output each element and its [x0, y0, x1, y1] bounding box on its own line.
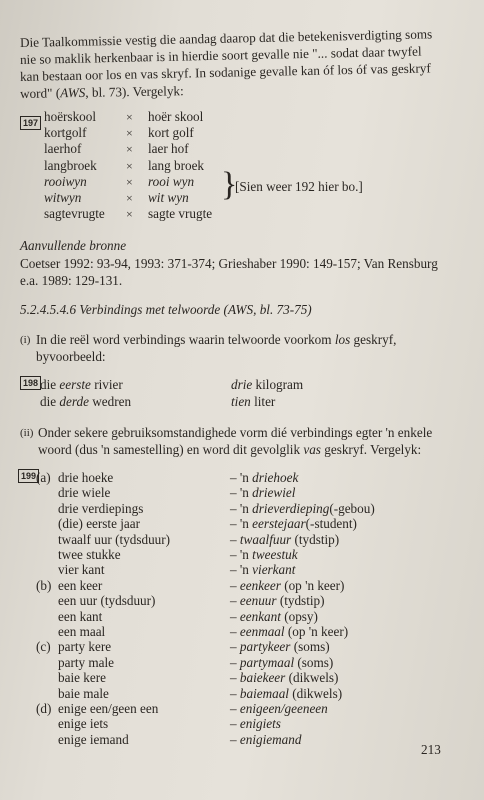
page-number: 213	[421, 742, 441, 757]
ex197-left-term: langbroek	[44, 157, 97, 173]
intro-line-2: nie so maklik herkenbaar is in hierdie soort gevalle nie "... sodat daar twyfel	[19, 43, 422, 67]
item-ii-line-1: Onder sekere gebruiksomstandighede vorm dié verbindings egter 'n enkele	[38, 425, 433, 440]
intro-line-1: Die Taalkommissie vestig die aandag daarop dat die betekenisverdigting soms	[19, 26, 433, 50]
cross-symbol: ×	[126, 142, 133, 157]
ex199-compound: – eenuur (tydstip)	[230, 593, 325, 609]
ex199-compound: – 'n drieverdieping(-gebou)	[230, 500, 375, 516]
ex199-compound: – twaalfuur (tydstip)	[230, 531, 340, 547]
ex199-compound: – baiemaal (dikwels)	[230, 685, 343, 701]
ex199-phrase: enige iemand	[58, 731, 129, 747]
ex199-phrase: drie verdiepings	[58, 500, 144, 516]
ex197-left-term: hoërskool	[44, 109, 97, 124]
cross-symbol: ×	[126, 174, 133, 189]
item-ii-line-2: woord (dus 'n samestelling) en word dit gevolglik vas geskryf. Vergelyk:	[38, 442, 422, 457]
intro-line-3: kan bestaan oor los en vas skryf. In sodanige gevalle kan óf los óf vas geskryf	[19, 60, 431, 84]
ex199-phrase: enige iets	[58, 716, 109, 732]
ex199-compound: – partymaal (soms)	[230, 654, 334, 670]
ex198-row-1-right: drie kilogram	[231, 377, 304, 392]
ex197-right-term: sagte vrugte	[148, 206, 213, 222]
ex199-compound: – baiekeer (dikwels)	[230, 670, 339, 686]
item-i-line-1: In die reël word verbindings waarin telwoorde voorkom los geskryf,	[36, 332, 397, 347]
ex198-row-2-left: die derde wedren	[40, 394, 132, 409]
ex199-group-marker: (c)	[36, 639, 51, 655]
sources-line-2: e.a. 1989: 129-131.	[20, 273, 123, 288]
ex199-phrase: drie wiele	[58, 485, 111, 501]
ex197-left-term: kortgolf	[44, 125, 87, 141]
ex197-left-term: rooiwyn	[44, 173, 87, 189]
ex199-phrase: party kere	[58, 639, 112, 655]
ex199-phrase: een maal	[58, 624, 106, 639]
cross-symbol: ×	[126, 191, 133, 205]
ex198-row-2-right: tien liter	[231, 394, 276, 409]
ex197-right-term: rooi wyn	[148, 173, 195, 189]
ex199-phrase: enige een/geen een	[58, 701, 159, 716]
cross-reference-note: [Sien weer 192 hier bo.]	[235, 179, 363, 194]
ex199-compound: – enigiets	[230, 716, 281, 732]
intro-line-4: word" (AWS, bl. 73). Vergelyk:	[19, 83, 184, 101]
ex199-phrase: (die) eerste jaar	[58, 516, 140, 532]
ex199-group-marker: (b)	[36, 577, 52, 593]
cross-symbol: ×	[126, 126, 133, 141]
cross-symbol: ×	[126, 158, 133, 173]
cross-symbol: ×	[126, 207, 133, 222]
ex199-phrase: drie hoeke	[58, 470, 114, 485]
example-number-198: 198	[20, 376, 41, 390]
ex199-compound: – enigeen/geeneen	[230, 701, 328, 716]
ex199-compound: – 'n driewiel	[230, 485, 296, 501]
example-number-197: 197	[20, 116, 41, 130]
right-brace: }	[221, 166, 238, 203]
ex199-compound: – eenkant (opsy)	[230, 608, 318, 624]
ex199-group-marker: (d)	[36, 701, 52, 716]
ex197-right-term: laer hof	[148, 141, 189, 157]
item-ii-marker: (ii)	[20, 427, 34, 439]
item-i-marker: (i)	[20, 334, 31, 346]
ex199-compound: – enigiemand	[230, 731, 302, 747]
ex199-phrase: twee stukke	[58, 547, 121, 562]
section-heading: 5.2.4.5.4.6 Verbindings met telwoorde (AWS, bl. 73-75)	[20, 302, 312, 317]
ex197-left-term: sagtevrugte	[44, 206, 105, 222]
ex197-left-term: witwyn	[44, 190, 82, 205]
ex199-compound: – 'n eerstejaar(-student)	[230, 516, 357, 532]
ex199-compound: – 'n vierkant	[230, 562, 296, 578]
ex199-phrase: vier kant	[58, 562, 105, 578]
ex199-compound: – eenkeer (op 'n keer)	[230, 577, 345, 593]
ex199-phrase: een keer	[58, 577, 103, 593]
ex197-right-term: lang broek	[148, 157, 205, 173]
ex199-compound: – 'n driehoek	[230, 470, 299, 485]
ex199-compound: – partykeer (soms)	[230, 639, 330, 655]
ex199-compound: – 'n tweestuk	[230, 547, 298, 562]
ex199-phrase: twaalf uur (tydsduur)	[58, 531, 171, 547]
cross-symbol: ×	[126, 110, 133, 124]
ex199-group-marker: (a)	[36, 470, 51, 485]
ex199-phrase: party male	[58, 654, 115, 670]
ex197-right-term: hoër skool	[148, 109, 204, 124]
ex199-phrase: baie male	[58, 685, 109, 701]
ex199-phrase: baie kere	[58, 670, 106, 686]
sources-heading: Aanvullende bronne	[20, 238, 127, 253]
ex199-phrase: een kant	[58, 608, 103, 624]
ex197-right-term: kort golf	[148, 125, 194, 141]
ex198-row-1-left: die eerste rivier	[40, 377, 123, 392]
example-number-199: 199	[18, 469, 39, 483]
ex197-left-term: laerhof	[44, 141, 82, 157]
item-i-line-2: byvoorbeeld:	[36, 349, 106, 364]
ex197-right-term: wit wyn	[148, 190, 189, 205]
sources-line-1: Coetser 1992: 93-94, 1993: 371-374; Grieshaber 1990: 149-157; Van Rensburg	[20, 256, 438, 271]
ex199-compound: – eenmaal (op 'n keer)	[230, 624, 349, 639]
ex199-phrase: een uur (tydsduur)	[58, 593, 156, 609]
